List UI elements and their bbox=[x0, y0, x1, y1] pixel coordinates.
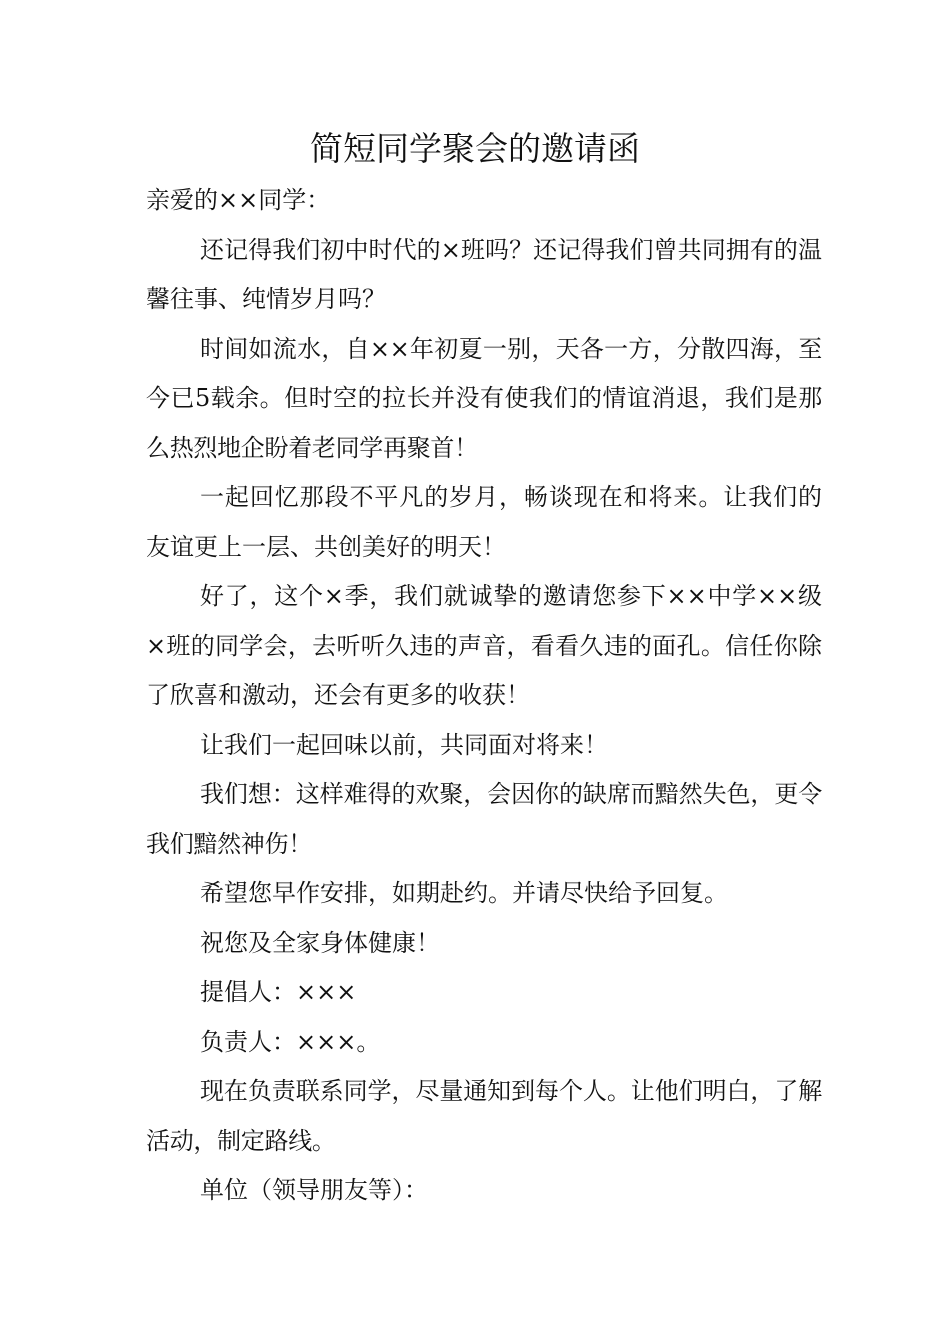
document-title: 简短同学聚会的邀请函 bbox=[310, 129, 640, 168]
paragraph: 现在负责联系同学，尽量通知到每个人。让他们明白，了解活动，制定路线。 bbox=[146, 1077, 822, 1155]
paragraph: 一起回忆那段不平凡的岁月，畅谈现在和将来。让我们的友谊更上一层、共创美好的明天！ bbox=[146, 483, 822, 561]
paragraph: 我们想：这样难得的欢聚，会因你的缺席而黯然失色，更令我们黯然神伤！ bbox=[146, 780, 822, 858]
paragraph: 祝您及全家身体健康！ bbox=[200, 928, 440, 957]
paragraph: 提倡人：××× bbox=[200, 978, 357, 1006]
paragraph: 还记得我们初中时代的×班吗？还记得我们曾共同拥有的温馨往事、纯情岁月吗？ bbox=[146, 235, 822, 313]
paragraph: 让我们一起回味以前，共同面对将来！ bbox=[200, 730, 608, 759]
salutation: 亲爱的××同学： bbox=[146, 186, 331, 214]
paragraph: 负责人：×××。 bbox=[200, 1027, 381, 1056]
paragraph: 好了，这个×季，我们就诚挚的邀请您参下××中学××级×班的同学会，去听听久违的声音，看看久违的面孔。信任你除了欣喜和激动，还会有更多的收获！ bbox=[146, 582, 822, 709]
document-body bbox=[146, 176, 822, 1216]
paragraph: 单位（领导朋友等）： bbox=[200, 1176, 428, 1204]
paragraph: 希望您早作安排，如期赴约。并请尽快给予回复。 bbox=[200, 879, 728, 907]
paragraph: 时间如流水，自××年初夏一别，天各一方，分散四海，至今已5载余。但时空的拉长并没有使我们的情谊消退，我们是那么热烈地企盼着老同学再聚首！ bbox=[146, 334, 822, 462]
